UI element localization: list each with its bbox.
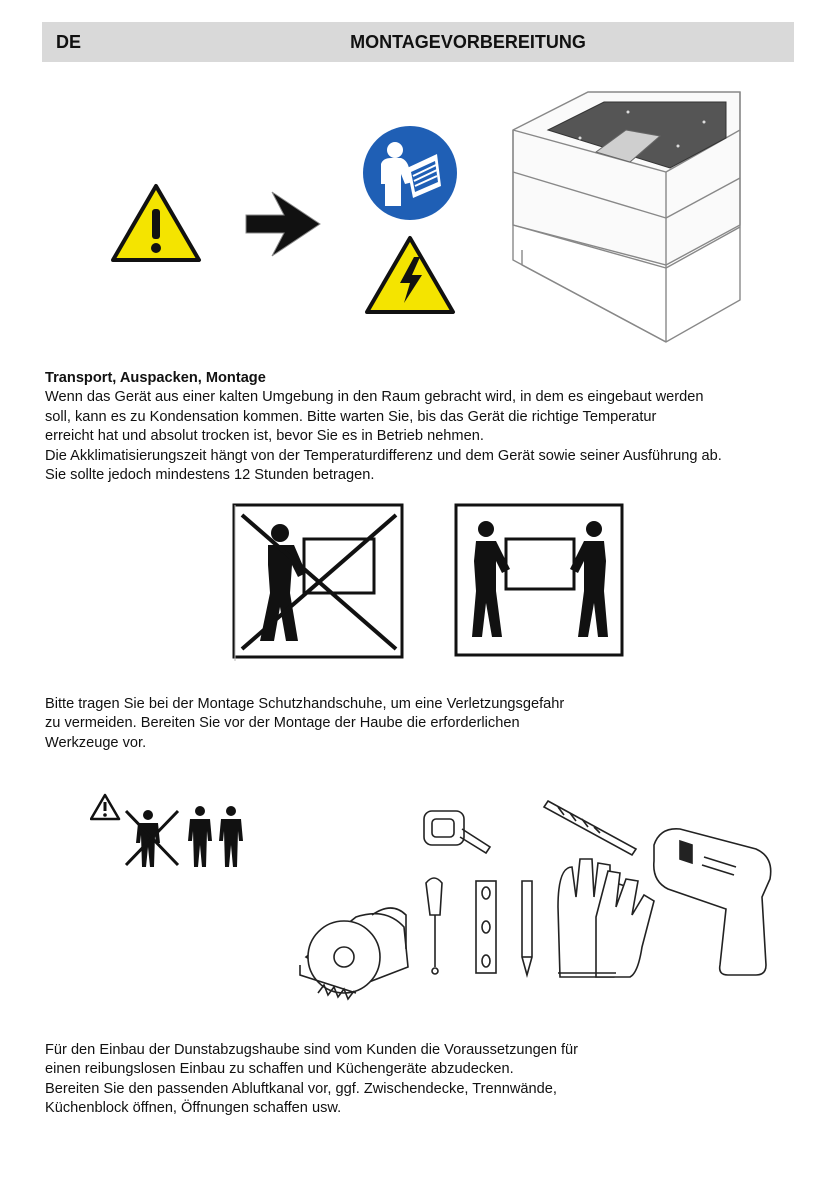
tape-measure-icon (424, 811, 490, 853)
text-line: Wenn das Gerät aus einer kalten Umgebung in den Raum gebracht wird, in dem es eingebaut werden (45, 389, 704, 406)
text-line: erreicht hat und absolut trocken ist, bevor Sie es in Betrieb nehmen. (45, 428, 484, 445)
drill-bit-icon (544, 801, 636, 855)
electric-drill-icon (654, 829, 771, 975)
tools-illustration (296, 797, 782, 1003)
text-line: Sie sollte jedoch mindestens 12 Stunden betragen. (45, 467, 375, 484)
text-line: Bereiten Sie den passenden Abluftkanal vor, ggf. Zwischendecke, Trennwände, (45, 1080, 557, 1097)
section-transport (45, 369, 805, 485)
spirit-level-icon (476, 881, 496, 973)
read-manual-icon (361, 124, 459, 222)
text-line: einen reibungslosen Einbau zu schaffen und Küchengeräte abzudecken. (45, 1061, 514, 1078)
electric-hazard-icon (364, 235, 456, 315)
one-person-lift-prohibited-illustration (232, 503, 406, 663)
screwdriver-icon (426, 878, 442, 974)
text-line: Für den Einbau der Dunstabzugshaube sind vom Kunden die Voraussetzungen für (45, 1042, 579, 1058)
text-line: Werkzeuge vor. (45, 734, 147, 751)
page-header (42, 22, 794, 62)
arrow-right-icon (244, 190, 322, 258)
text-line: Küchenblock öffnen, Öffnungen schaffen usw. (45, 1100, 342, 1117)
text-line: Bitte tragen Sie bei der Montage Schutzhandschuhe, um eine Verletzungsgefahr (45, 696, 565, 712)
text-line: Die Akklimatisierungszeit hängt von der Temperaturdifferenz und dem Gerät sowie seiner Ausführung ab. (45, 447, 722, 464)
two-person-lift-illustration (454, 503, 626, 659)
text-line: zu vermeiden. Bereiten Sie vor der Montage der Haube die erforderlichen (45, 715, 520, 732)
warning-icon (110, 183, 202, 263)
text-line: soll, kann es zu Kondensation kommen. Bitte warten Sie, bis das Gerät die richtige Temperatur (45, 408, 657, 425)
two-person-installation-icon (90, 793, 250, 873)
section-heading: Transport, Auspacken, Montage (45, 370, 266, 386)
hob-cabinet-illustration (508, 90, 744, 345)
circular-saw-icon (300, 908, 408, 999)
gloves-icon (558, 859, 654, 977)
pencil-icon (522, 881, 532, 975)
section-installation-requirements (45, 1041, 805, 1119)
section-gloves (45, 695, 805, 753)
page-title: MONTAGEVORBEREITUNG (350, 32, 586, 52)
language-code: DE (56, 32, 82, 52)
